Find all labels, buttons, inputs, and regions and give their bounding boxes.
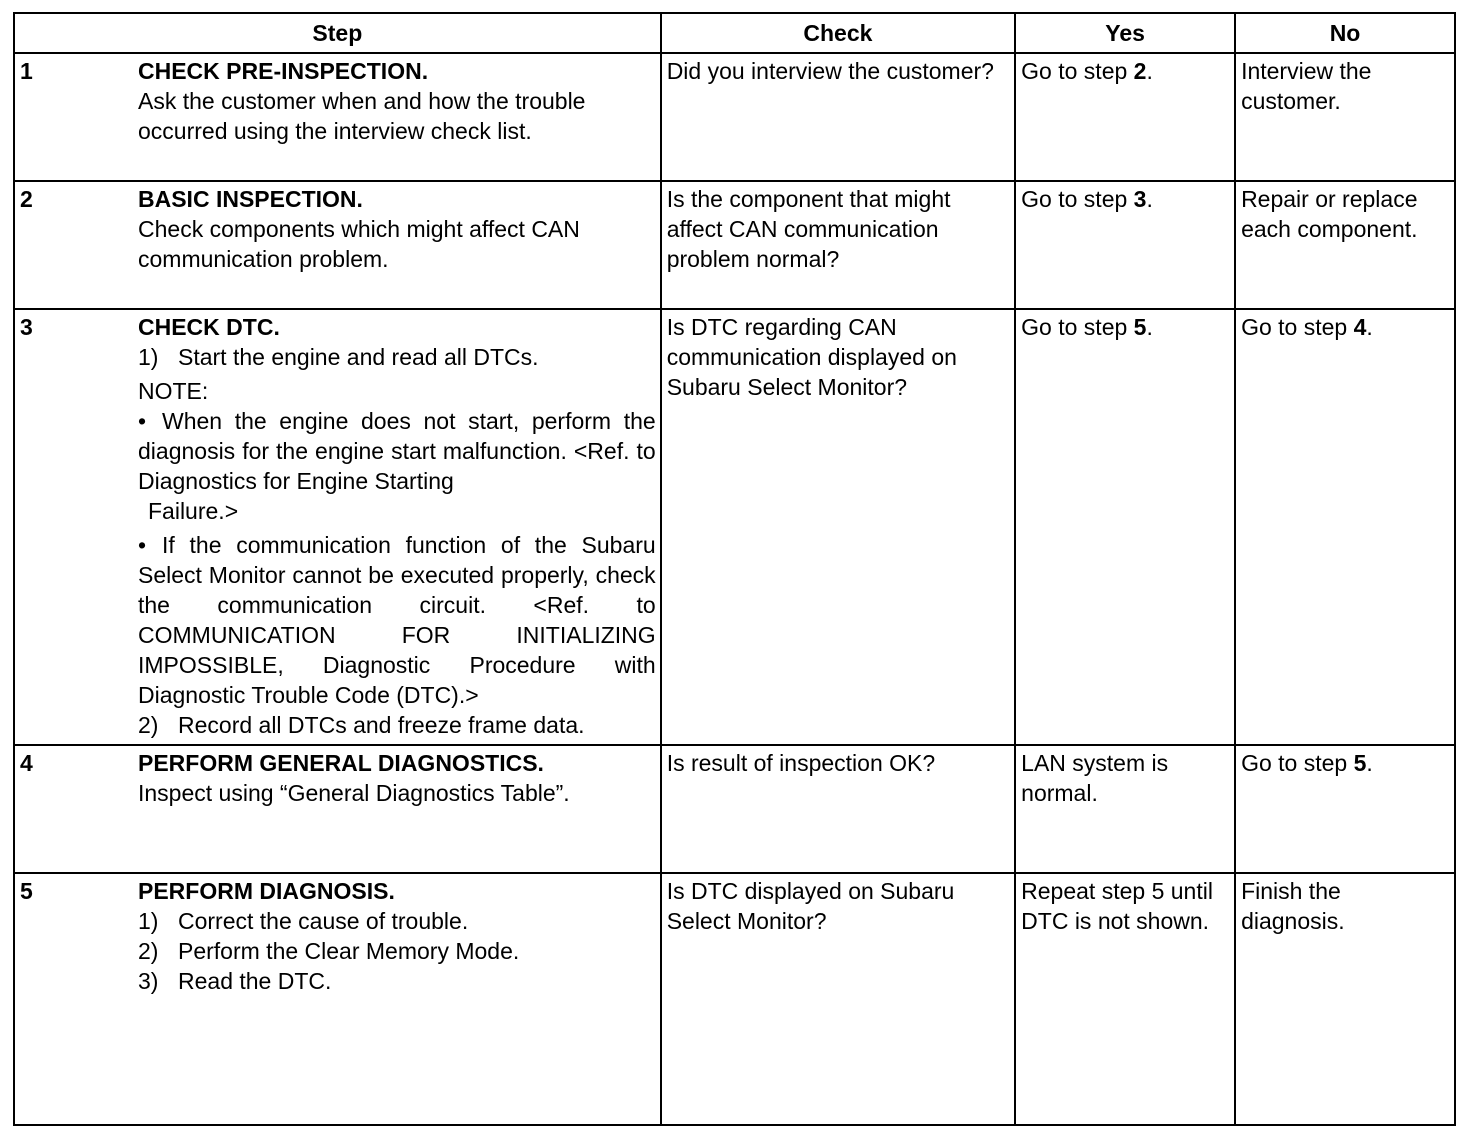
diagnostic-procedure-table: [13, 12, 1456, 1126]
no-text: Repair or replace each component.: [1241, 186, 1418, 242]
bullet-text-tail: Failure.>: [148, 498, 239, 524]
list-text: Start the engine and read all DTCs.: [178, 344, 539, 370]
step-title: PERFORM GENERAL DIAGNOSTICS.: [138, 750, 544, 776]
no-cell: [1235, 873, 1455, 1125]
list-number: 1): [138, 908, 159, 934]
yes-cell: [1015, 745, 1235, 873]
no-cell: [1235, 53, 1455, 181]
step-number: 2: [20, 186, 33, 212]
yes-cell: [1015, 873, 1235, 1125]
no-text: Interview the customer.: [1241, 58, 1372, 114]
yes-text: Repeat step 5 until DTC is not shown.: [1021, 878, 1213, 934]
list-number: 1): [138, 344, 159, 370]
check-text: Is DTC regarding CAN communication displayed on Subaru Select Monitor?: [666, 314, 957, 400]
no-cell: [1235, 309, 1455, 745]
step-title: BASIC INSPECTION.: [138, 186, 363, 212]
no-text: Go to step: [1241, 314, 1354, 340]
list-item: [138, 966, 656, 996]
step-cell: [14, 873, 661, 1125]
step-description: Inspect using “General Diagnostics Table”.: [138, 780, 570, 806]
step-number: 4: [20, 750, 33, 776]
no-suffix: .: [1366, 750, 1373, 776]
table-row: [14, 309, 1455, 745]
list-number: 3): [138, 968, 159, 994]
list-item: [138, 710, 656, 740]
bullet-icon: •: [138, 408, 147, 434]
table-row: [14, 181, 1455, 309]
list-text: Correct the cause of trouble.: [178, 908, 469, 934]
step-number: 5: [20, 878, 33, 904]
bullet-text: When the engine does not start, perform the diagnosis for the engine start malfunction. <Ref. to Diagnostics for Engine Starting: [138, 408, 656, 494]
table-row: [14, 745, 1455, 873]
yes-cell: [1015, 309, 1235, 745]
list-text: Read the DTC.: [178, 968, 332, 994]
header-no: No: [1235, 13, 1455, 53]
yes-step-ref: 2: [1133, 58, 1147, 84]
step-title: PERFORM DIAGNOSIS.: [138, 878, 395, 904]
no-step-ref: 5: [1353, 750, 1367, 776]
step-number: 3: [20, 314, 33, 340]
check-text: Did you interview the customer?: [666, 58, 994, 84]
header-step: Step: [14, 13, 661, 53]
header-yes: Yes: [1015, 13, 1235, 53]
no-cell: [1235, 181, 1455, 309]
step-cell: [14, 309, 661, 745]
list-number: 2): [138, 712, 159, 738]
list-number: 2): [138, 938, 159, 964]
yes-cell: [1015, 181, 1235, 309]
yes-step-ref: 5: [1133, 314, 1147, 340]
check-cell: [661, 873, 1015, 1125]
yes-cell: [1015, 53, 1235, 181]
check-cell: [661, 745, 1015, 873]
step-cell: [14, 53, 661, 181]
table-header-row: [14, 13, 1455, 53]
step-description: Ask the customer when and how the trouble occurred using the interview check list.: [138, 88, 586, 144]
no-step-ref: 4: [1353, 314, 1367, 340]
header-check: Check: [661, 13, 1015, 53]
yes-step-ref: 3: [1133, 186, 1147, 212]
note-bullet: [138, 530, 656, 710]
yes-suffix: .: [1146, 314, 1153, 340]
no-suffix: .: [1366, 314, 1373, 340]
step-title: CHECK PRE-INSPECTION.: [138, 58, 429, 84]
no-cell: [1235, 745, 1455, 873]
list-item: [138, 342, 656, 372]
list-item: [138, 906, 656, 936]
yes-text: Go to step: [1021, 186, 1134, 212]
step-cell: [14, 745, 661, 873]
check-text: Is the component that might affect CAN communication problem normal?: [666, 186, 951, 272]
list-text: Perform the Clear Memory Mode.: [178, 938, 520, 964]
check-text: Is result of inspection OK?: [666, 750, 936, 776]
step-cell: [14, 181, 661, 309]
table-row: [14, 873, 1455, 1125]
check-cell: [661, 181, 1015, 309]
bullet-icon: •: [138, 532, 147, 558]
list-item: [138, 936, 656, 966]
yes-text: Go to step: [1021, 314, 1134, 340]
note-label: NOTE:: [138, 378, 209, 404]
yes-suffix: .: [1146, 186, 1153, 212]
table-row: [14, 53, 1455, 181]
check-text: Is DTC displayed on Subaru Select Monitor?: [666, 878, 955, 934]
note-bullet: [138, 406, 656, 496]
no-text: Go to step: [1241, 750, 1354, 776]
yes-suffix: .: [1146, 58, 1153, 84]
check-cell: [661, 53, 1015, 181]
yes-text: LAN system is normal.: [1021, 750, 1169, 806]
step-number: 1: [20, 58, 33, 84]
step-title: CHECK DTC.: [138, 314, 280, 340]
step-description: Check components which might affect CAN communication problem.: [138, 216, 580, 272]
check-cell: [661, 309, 1015, 745]
bullet-text: If the communication function of the Subaru Select Monitor cannot be executed properly, check the communication circuit. <Ref. to COMMUNICATION FOR INITIALIZING IMPOSSIBLE, Diagnostic Procedure with Diagnostic Trouble Code (DTC).>: [138, 532, 656, 708]
list-text: Record all DTCs and freeze frame data.: [178, 712, 585, 738]
yes-text: Go to step: [1021, 58, 1134, 84]
no-text: Finish the diagnosis.: [1241, 878, 1345, 934]
